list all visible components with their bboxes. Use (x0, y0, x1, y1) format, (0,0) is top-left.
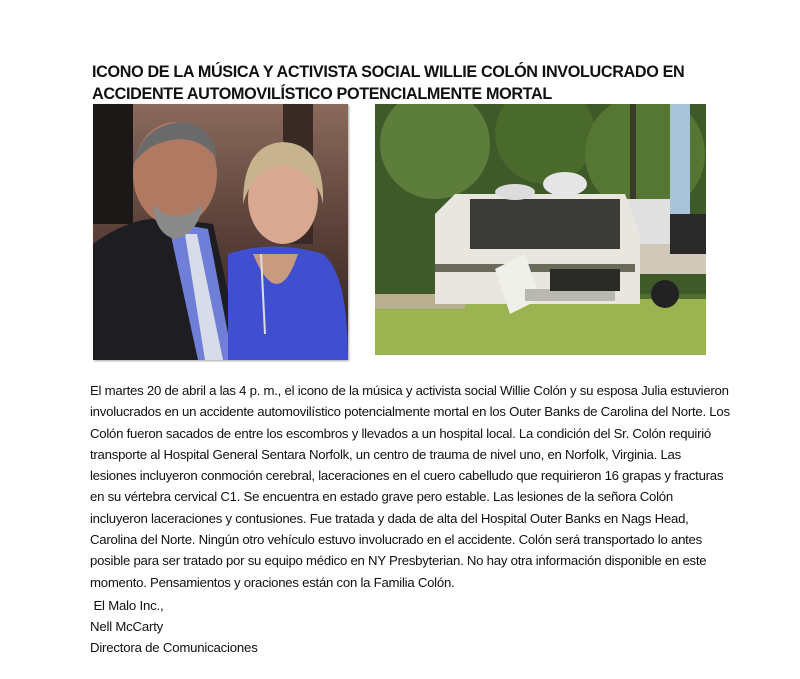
headline-line-2: ACCIDENTE AUTOMOVILÍSTICO POTENCIALMENTE MORTAL (92, 85, 552, 103)
couple-photo (93, 104, 348, 360)
signature-role: Directora de Comunicaciones (90, 640, 258, 655)
article-body: El martes 20 de abril a las 4 p. m., el icono de la música y activista social Willie Colón y su esposa Julia estuvieron involucrados en un accidente automovilístico potencialmente mortal en los Outer Banks de Carolina del Norte. Los Colón fueron sacados de entre los escombros y llevados a un hospital local. La condición del Sr. Colón requirió transporte al Hospital General Sentara Norfolk, un centro de trauma de nivel uno, en Norfolk, Virginia. Las lesiones incluyeron conmoción cerebral, laceraciones en el cuero cabelludo que requirieron 16 grapas y fracturas en su vértebra cervical C1. Se encuentra en estado grave pero estable. Las lesiones de la señora Colón incluyeron laceraciones y contusiones. Fue tratada y dada de alta del Hospital Outer Banks en Nags Head, Carolina del Norte. Ningún otro vehículo estuvo involucrado en el accidente. Colón será transportado lo antes posible para ser tratado por su equipo médico en NY Presbyterian. No hay otra información disponible en este momento. Pensamientos y oraciones están con la Familia Colón. (90, 383, 730, 590)
headline (92, 61, 732, 105)
accident-photo (375, 104, 706, 355)
signature-name: Nell McCarty (90, 619, 164, 634)
signature-organization: El Malo Inc., (90, 598, 164, 613)
signature-block (90, 595, 258, 658)
headline-line-1: ICONO DE LA MÚSICA Y ACTIVISTA SOCIAL WILLIE COLÓN INVOLUCRADO EN (92, 63, 685, 81)
